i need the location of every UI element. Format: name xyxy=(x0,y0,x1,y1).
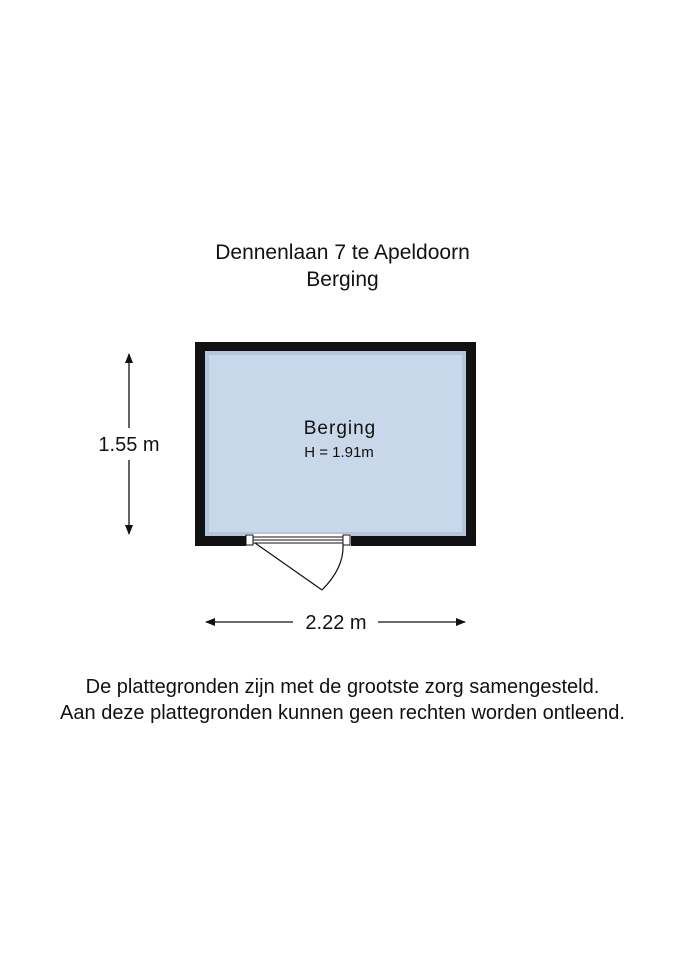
disclaimer-line-2: Aan deze plattegronden kunnen geen rechten worden ontleend. xyxy=(60,702,625,724)
height-dimension-label: 1.55 m xyxy=(98,434,160,456)
door-swing-arc xyxy=(322,545,343,590)
room-name-label: Berging xyxy=(303,418,377,439)
disclaimer-line-1: De plattegronden zijn met de grootste zorg samengesteld. xyxy=(85,676,600,698)
width-dimension-label: 2.22 m xyxy=(305,612,367,634)
door-leaf xyxy=(255,543,322,590)
plan-floor-title: Berging xyxy=(306,268,379,291)
door-jamb-left xyxy=(246,535,253,545)
plan-address-title: Dennenlaan 7 te Apeldoorn xyxy=(215,241,470,264)
room-height-label: H = 1.91m xyxy=(304,444,374,461)
door-jamb-right xyxy=(343,535,350,545)
